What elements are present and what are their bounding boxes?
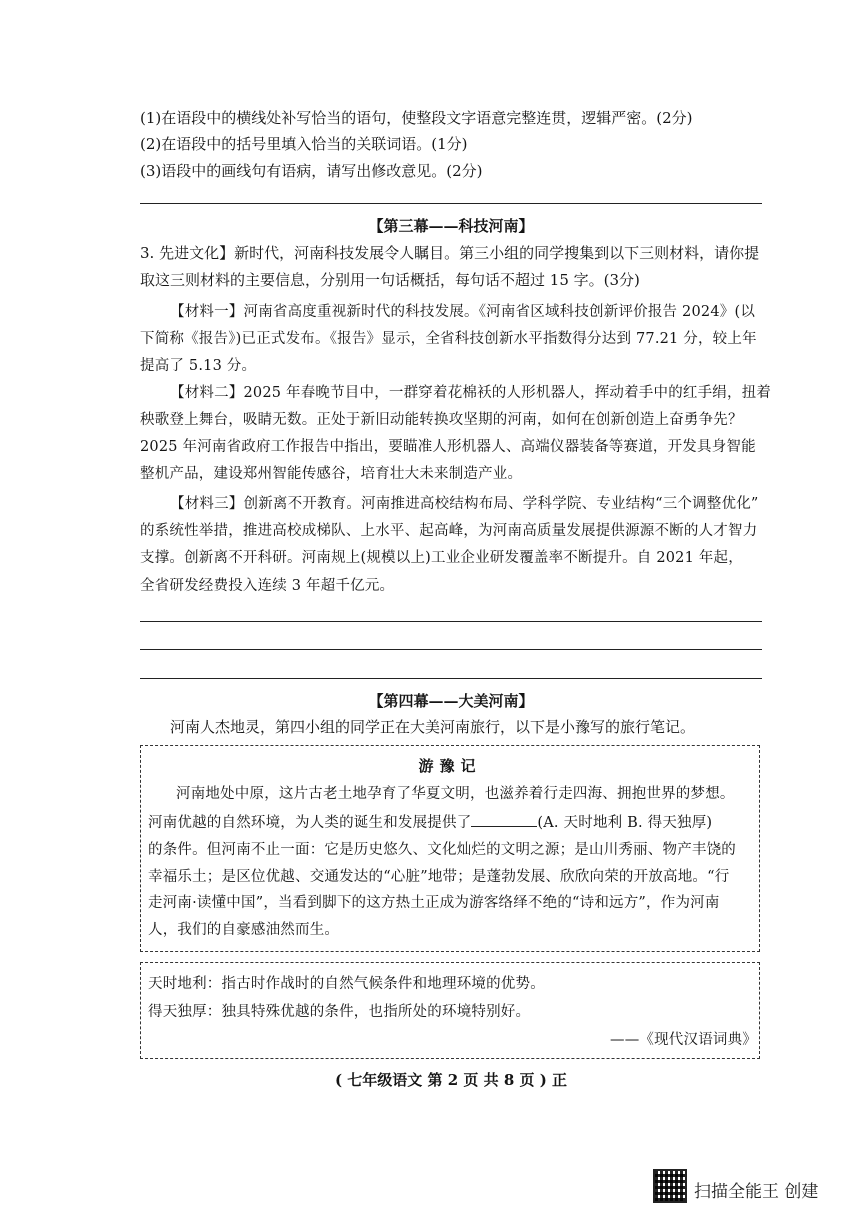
fill-in-blank[interactable] [471,812,537,827]
travel-note-line-1: 河南地处中原，这片古老土地孕育了华夏文明，也滋养着行走四海、拥抱世界的梦想。 [176,786,735,802]
material-3-line-3: 支撑。创新离不开科研。河南规上(规模以上)工业企业研发覆盖率不断提升。自 2021 年起， [140,550,743,566]
act4-intro: 河南人杰地灵，第四小组的同学正在大美河南旅行，以下是小豫写的旅行笔记。 [170,718,696,736]
scanner-watermark: 扫描全能王 创建 [694,1182,819,1202]
material-2-line-3: 2025 年河南省政府工作报告中指出，要瞄准人形机器人、高端仪器装备等赛道，开发具身智能 [140,439,756,455]
travel-note-line-6: 人，我们的自豪感油然而生。 [148,922,340,938]
material-2-line-4: 整机产品，建设郑州智能传感谷，培育壮大未来制造产业。 [140,466,523,482]
travel-note-line-2 [148,812,712,833]
act3-prompt-line-1: 3. 先进文化】新时代，河南科技发展令人瞩目。第三小组的同学搜集到以下三则材料，请你提 [140,244,760,262]
travel-note-line-5: 走河南·读懂中国”，当看到脚下的这方热土正成为游客络绎不绝的“诗和远方”，作为河南 [148,895,720,911]
travel-note-options: (A. 天时地利 B. 得天独厚) [537,815,713,831]
question-1: (1)在语段中的横线处补写恰当的语句，使整段文字语意完整连贯，逻辑严密。(2分) [140,109,693,127]
answer-line[interactable] [140,621,762,622]
divider [140,203,762,204]
travel-note-line-4: 幸福乐土；是区位优越、交通发达的“心脏”地带；是蓬勃发展、欣欣向荣的开放高地。“行 [148,869,730,885]
travel-note-line-3: 的条件。但河南不止一面：它是历史悠久、文化灿烂的文明之源；是山川秀丽、物产丰饶的 [148,842,736,858]
material-3-line-4: 全省研发经费投入连续 3 年超千亿元。 [140,578,395,594]
page-footer: ( 七年级语文 第 2 页 共 8 页 ) 正 [334,1071,568,1089]
dictionary-source: ——《现代汉语词典》 [610,1032,757,1048]
travel-note-line-2-text: 河南优越的自然环境，为人类的诞生和发展提供了 [148,815,472,831]
act4-heading: 【第四幕——大美河南】 [368,692,534,710]
material-1-line-1: 【材料一】河南省高度重视新时代的科技发展。《河南省区域科技创新评价报告 2024》(以 [170,304,756,320]
definition-1: 天时地利：指古时作战时的自然气候条件和地理环境的优势。 [148,976,545,992]
question-2: (2)在语段中的括号里填入恰当的关联词语。(1分) [140,135,468,153]
answer-line[interactable] [140,649,762,650]
definition-2: 得天独厚：独具特殊优越的条件，也指所处的环境特别好。 [148,1004,531,1020]
qr-code-icon [653,1169,687,1203]
question-3: (3)语段中的画线句有语病，请写出修改意见。(2分) [140,162,483,180]
act3-prompt-line-2: 取这三则材料的主要信息，分别用一句话概括，每句话不超过 15 字。(3分) [140,271,640,289]
material-1-line-3: 提高了 5.13 分。 [140,358,257,374]
material-2-line-2: 秧歌登上舞台，吸睛无数。正处于新旧动能转换攻坚期的河南，如何在创新创造上奋勇争先？ [140,412,743,428]
material-3-line-1: 【材料三】创新离不开教育。河南推进高校结构布局、学科学院、专业结构“三个调整优化” [170,496,759,512]
answer-line[interactable] [140,678,762,679]
material-3-line-2: 的系统性举措，推进高校成梯队、上水平、起高峰，为河南高质量发展提供源源不断的人才智力 [140,523,758,539]
material-2-line-1: 【材料二】2025 年春晚节目中，一群穿着花棉袄的人形机器人，挥动着手中的红手绢，扭着 [170,385,772,401]
travel-note-title: 游豫记 [418,757,482,775]
material-1-line-2: 下简称《报告》)已正式发布。《报告》显示，全省科技创新水平指数得分达到 77.21 分，较上年 [140,331,757,347]
act3-heading: 【第三幕——科技河南】 [368,217,534,235]
